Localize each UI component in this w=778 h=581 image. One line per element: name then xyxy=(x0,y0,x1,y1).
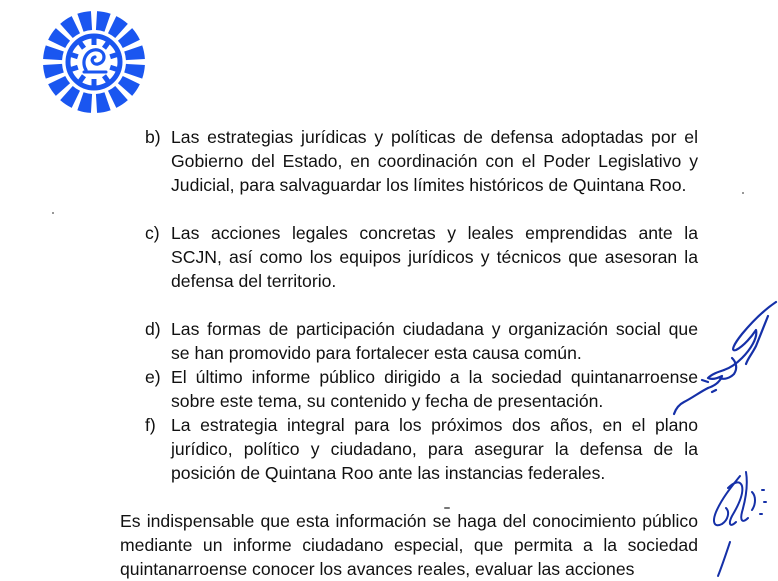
scan-speck xyxy=(742,192,744,194)
list-item-text: El último informe público dirigido a la sociedad quintanarroense sobre este tema, su contenido y fecha de presentación. xyxy=(171,367,698,411)
list-item xyxy=(145,317,698,365)
seal-segment xyxy=(77,11,92,32)
seal-gear-tooth xyxy=(92,79,97,86)
closing-paragraph: Es indispensable que esta información se haga del conocimiento público mediante un informe ciudadano especial, que permita a la sociedad quintanarroense conocer los avances reales, evaluar las acciones xyxy=(120,511,698,579)
list-item-text: Las estrategias jurídicas y políticas de defensa adoptadas por el Gobierno del Estado, en coordinación con el Poder Legislativo y Judicial, para salvaguardar los límites históricos de Quintana Roo. xyxy=(171,127,698,195)
seal-segment xyxy=(96,92,111,113)
seal-spiral xyxy=(84,50,104,70)
list-item-label: c) xyxy=(145,223,160,243)
list-item-label: d) xyxy=(145,319,161,339)
seal-gear-tooth xyxy=(70,52,78,59)
list-item-label: b) xyxy=(145,127,161,147)
list-item-text: Las acciones legales concretas y leales emprendidas ante la SCJN, así como los equipos jurídicos y técnicos que asesoran la defensa del territorio. xyxy=(171,223,698,291)
seal-segment xyxy=(77,92,92,113)
seal-segment xyxy=(124,64,145,79)
list-item xyxy=(145,365,698,413)
seal-segment xyxy=(43,45,64,60)
list-item xyxy=(145,413,698,485)
seal-gear-tooth xyxy=(109,52,117,59)
list-item xyxy=(145,125,698,197)
seal-segment xyxy=(124,45,145,60)
seal-gear-tooth xyxy=(70,65,78,72)
scan-speck xyxy=(52,212,54,214)
seal-segment xyxy=(43,64,64,79)
seal-gear-tooth xyxy=(109,65,117,72)
handwritten-initials-icon xyxy=(700,462,778,578)
scan-speck xyxy=(444,507,450,509)
list-item xyxy=(145,221,698,293)
list-item-label: e) xyxy=(145,367,161,387)
seal-emblem-icon xyxy=(40,10,148,114)
list-item-text: Las formas de participación ciudadana y organización social que se han promovido para fortalecer esta causa común. xyxy=(171,319,698,363)
seal-segment xyxy=(96,11,111,32)
list-item-text: La estrategia integral para los próximos dos años, en el plano jurídico, político y ciudadano, para asegurar la defensa de la posición de Quintana Roo ante las instancias federales. xyxy=(171,415,698,483)
list-item-label: f) xyxy=(145,415,156,435)
seal-gear-tooth xyxy=(92,38,97,45)
